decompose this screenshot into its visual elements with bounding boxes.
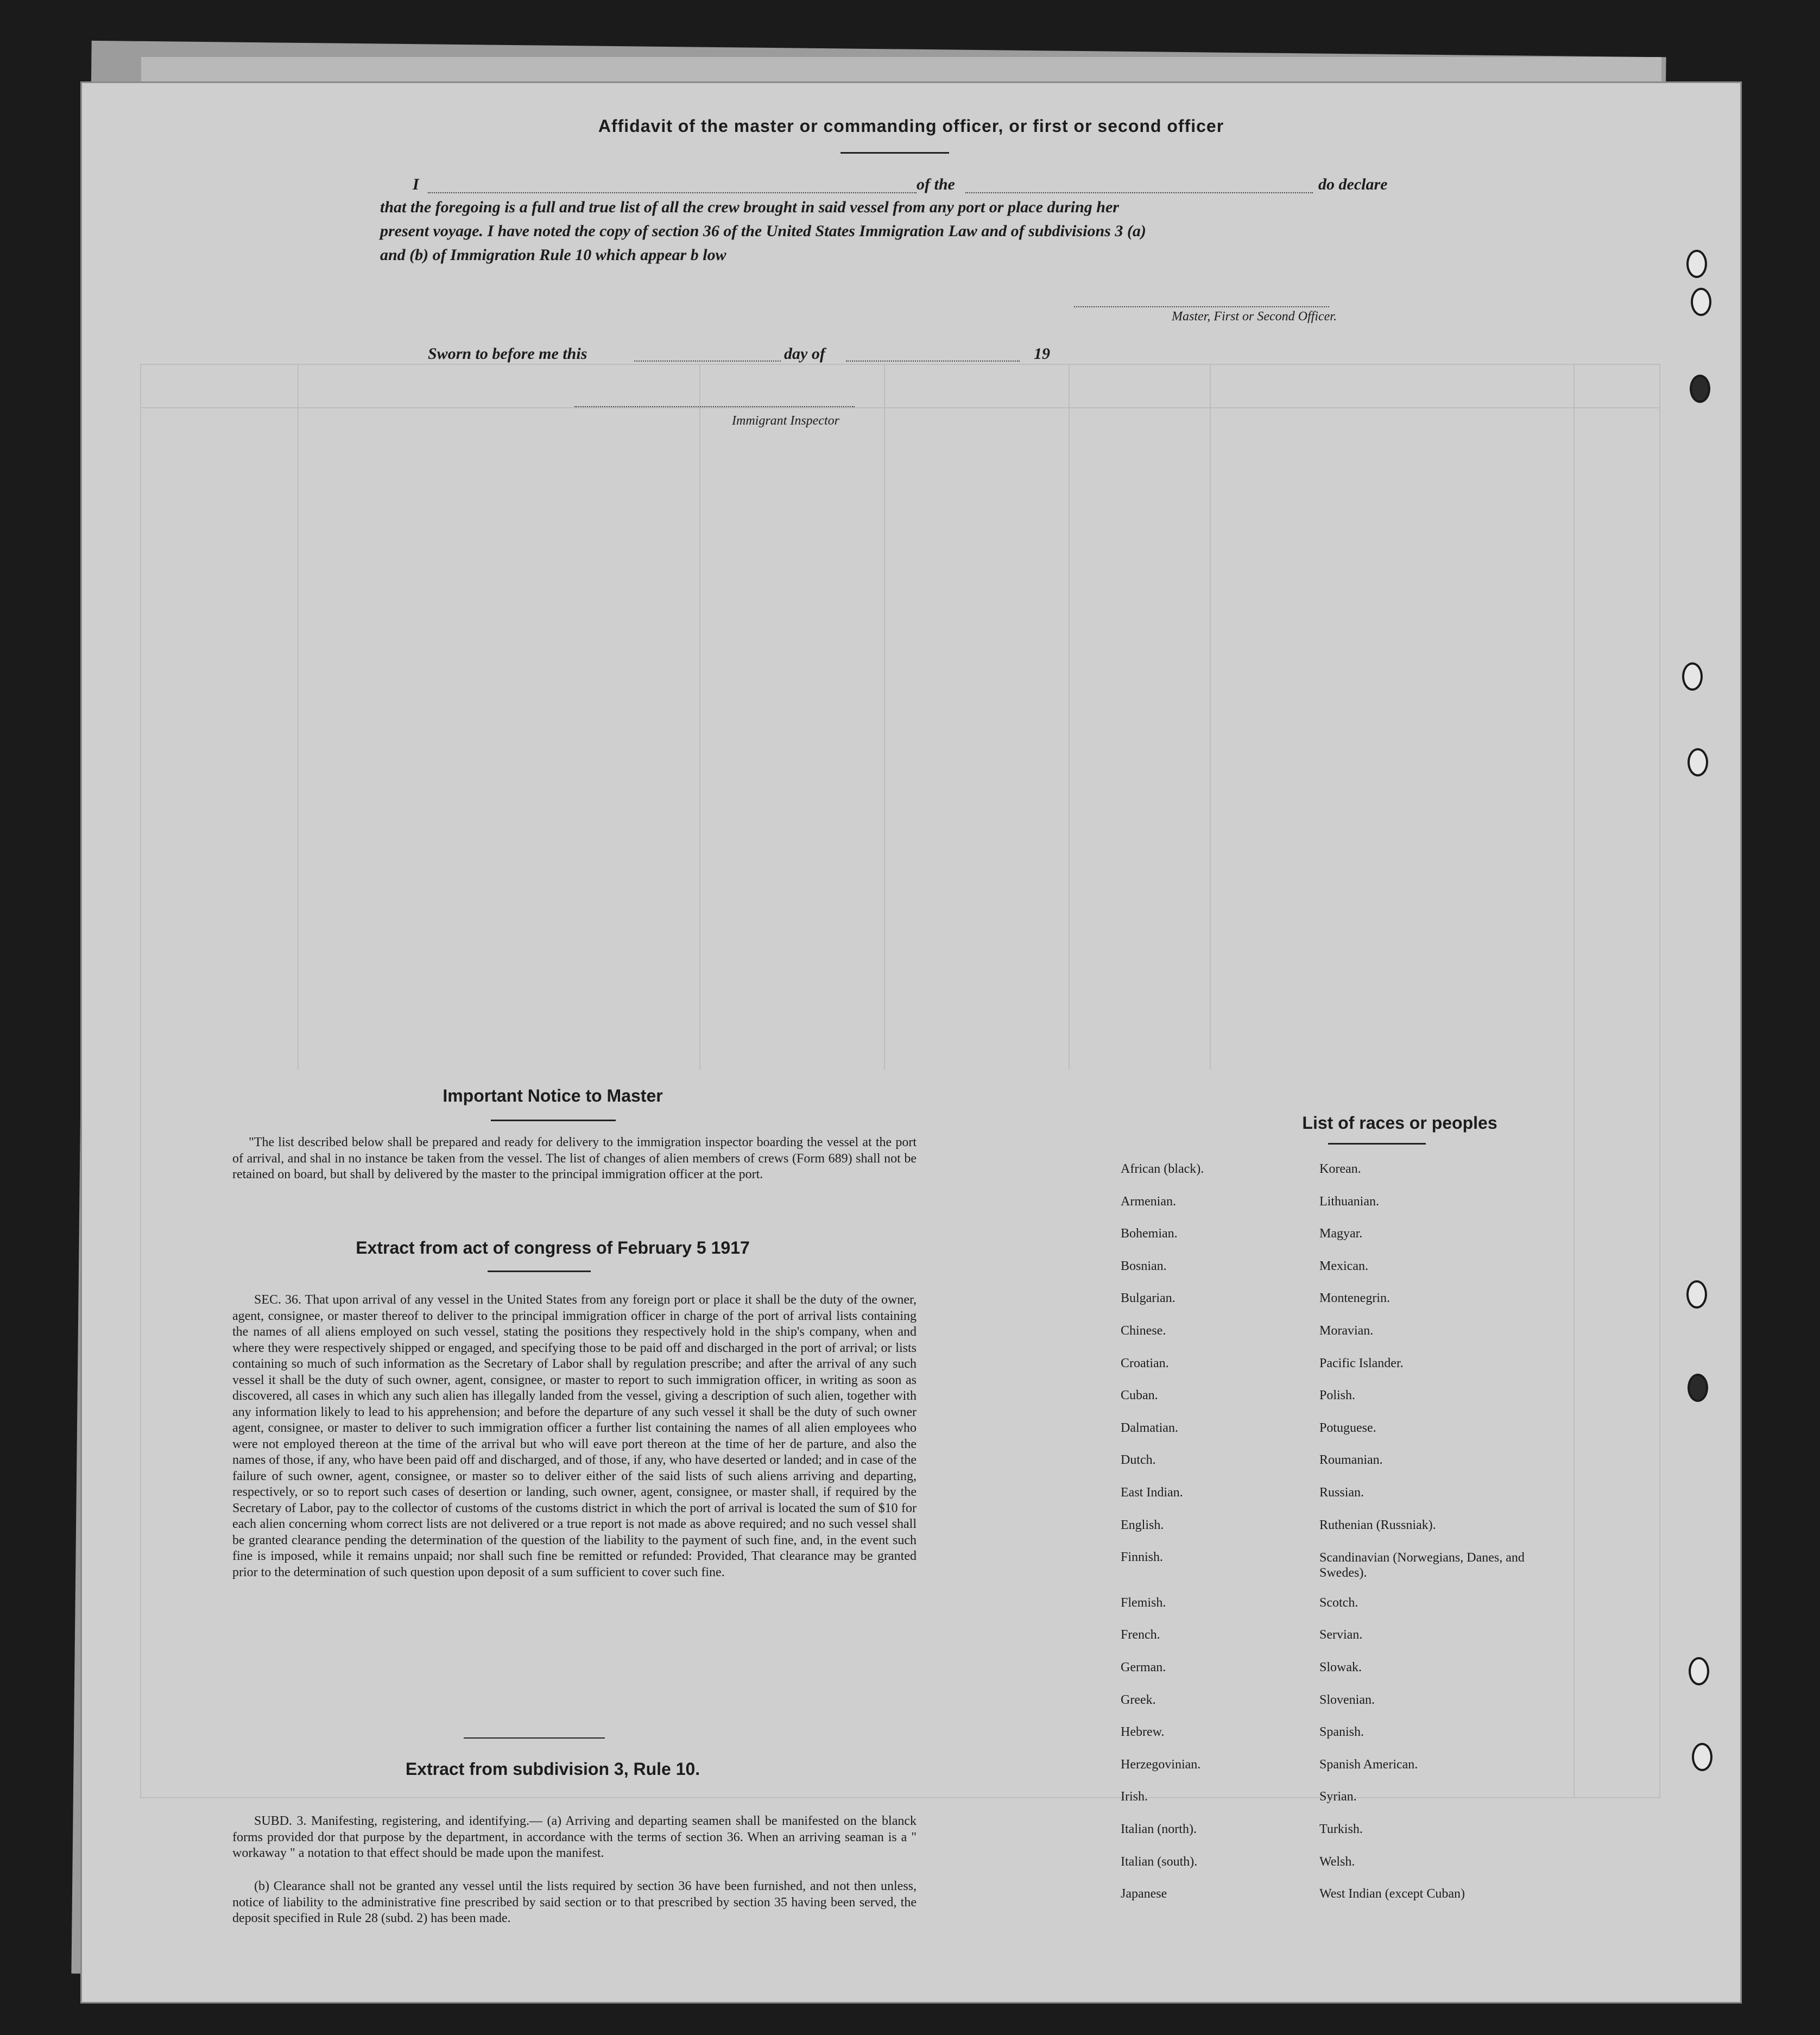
race-item: Pacific Islander. bbox=[1319, 1356, 1404, 1370]
race-item: Dutch. bbox=[1121, 1453, 1156, 1468]
master-signature-line bbox=[1074, 306, 1329, 307]
binder-hole bbox=[1688, 748, 1708, 776]
sworn-day-blank bbox=[634, 361, 781, 362]
race-item: Moravian. bbox=[1319, 1324, 1374, 1338]
race-item: Irish. bbox=[1121, 1790, 1148, 1804]
affidavit-line-2: present voyage. I have noted the copy of section 36 of the United States Immigration Law and of subdivisions 3 (a) bbox=[380, 222, 1146, 240]
ghost-rule bbox=[1069, 364, 1070, 1070]
race-item: Korean. bbox=[1319, 1162, 1361, 1176]
notice-text: "The list described below shall be prepared and ready for delivery to the immigration inspector boarding the vessel at the port of arrival, and shal in no instance be taken from the vessel. The list of changes of alien members of crews (Form 689) shall not be retained on board, but shall by delivered by the master to the principal immigration officer at the port. bbox=[232, 1135, 917, 1181]
race-item: Hebrew. bbox=[1121, 1725, 1165, 1740]
sworn-day-of: day of bbox=[784, 345, 825, 363]
sworn-prefix: Sworn to before me this bbox=[428, 345, 587, 363]
affidavit-do-declare: do declare bbox=[1318, 175, 1388, 193]
race-item: Spanish. bbox=[1319, 1725, 1364, 1740]
affidavit-title: Affidavit of the master or commanding officer, or first or second officer bbox=[598, 116, 1224, 136]
race-item: Spanish American. bbox=[1319, 1757, 1418, 1772]
race-item: Potuguese. bbox=[1319, 1420, 1376, 1435]
races-underline bbox=[1328, 1143, 1426, 1145]
race-item: Bosnian. bbox=[1121, 1259, 1167, 1273]
race-item: Lithuanian. bbox=[1319, 1194, 1379, 1209]
affidavit-of-the: of the bbox=[917, 175, 955, 193]
race-item: Japanese bbox=[1121, 1887, 1167, 1901]
race-item: Servian. bbox=[1319, 1628, 1363, 1642]
race-item: Flemish. bbox=[1121, 1595, 1166, 1610]
inspector-label: Immigrant Inspector bbox=[732, 414, 839, 428]
ghost-rule bbox=[1210, 364, 1211, 1070]
race-item: German. bbox=[1121, 1660, 1166, 1674]
binder-hole bbox=[1686, 1280, 1707, 1309]
race-item: East Indian. bbox=[1121, 1486, 1183, 1500]
race-item: Magyar. bbox=[1319, 1227, 1363, 1241]
affidavit-line-1: that the foregoing is a full and true list of all the crew brought in said vessel from any port or place during her bbox=[380, 198, 1119, 216]
title-underline bbox=[841, 152, 949, 154]
race-item: Ruthenian (Russniak). bbox=[1319, 1518, 1436, 1532]
binder-hole bbox=[1686, 250, 1707, 278]
vessel-blank bbox=[965, 192, 1313, 193]
inspector-signature-line bbox=[574, 406, 855, 407]
race-item: French. bbox=[1121, 1628, 1160, 1642]
affidavit-line-3: and (b) of Immigration Rule 10 which appear b low bbox=[380, 246, 726, 264]
race-item: Russian. bbox=[1319, 1486, 1364, 1500]
race-item: Bulgarian. bbox=[1121, 1291, 1176, 1306]
ghost-rule bbox=[699, 364, 700, 1070]
race-item: Slovenian. bbox=[1319, 1692, 1375, 1707]
sworn-month-blank bbox=[846, 361, 1020, 362]
race-item: West Indian (except Cuban) bbox=[1319, 1887, 1465, 1901]
race-item: Scandinavian (Norwegians, Danes, and Swedes). bbox=[1319, 1551, 1525, 1581]
binder-hole bbox=[1688, 1374, 1708, 1402]
rule-text-b: (b) Clearance shall not be granted any vessel until the lists required by section 36 have been furnished, and not then unless, notice of liability to the administrative fine prescribed by said section or to that prescribed by section 35 having been served, the deposit specified in Rule 28 (subd. 2) has been made. bbox=[232, 1879, 917, 1925]
rule-title: Extract from subdivision 3, Rule 10. bbox=[405, 1759, 700, 1779]
race-item: Italian (north). bbox=[1121, 1822, 1197, 1836]
binder-hole bbox=[1689, 1657, 1709, 1685]
notice-underline bbox=[491, 1120, 616, 1121]
binder-hole bbox=[1691, 288, 1711, 316]
affidavit-i: I bbox=[413, 175, 419, 193]
race-item: Welsh. bbox=[1319, 1854, 1355, 1869]
act-title: Extract from act of congress of February 5 1917 bbox=[356, 1238, 750, 1257]
section-divider bbox=[464, 1737, 605, 1739]
race-item: Turkish. bbox=[1319, 1822, 1363, 1836]
race-item: Bohemian. bbox=[1121, 1227, 1178, 1241]
notice-title: Important Notice to Master bbox=[443, 1086, 663, 1105]
ghost-rule bbox=[140, 364, 1660, 365]
race-item: Mexican. bbox=[1319, 1259, 1368, 1273]
ghost-rule bbox=[884, 364, 885, 1070]
race-item: English. bbox=[1121, 1518, 1164, 1532]
race-item: Roumanian. bbox=[1319, 1453, 1383, 1468]
master-label: Master, First or Second Officer. bbox=[1172, 309, 1337, 324]
race-item: Scotch. bbox=[1319, 1595, 1358, 1610]
races-title: List of races or peoples bbox=[1302, 1113, 1497, 1133]
ghost-rule bbox=[140, 407, 1660, 408]
race-item: Chinese. bbox=[1121, 1324, 1166, 1338]
race-item: Greek. bbox=[1121, 1692, 1156, 1707]
race-item: Syrian. bbox=[1319, 1790, 1357, 1804]
race-item: African (black). bbox=[1121, 1162, 1204, 1176]
act-underline bbox=[488, 1271, 591, 1272]
race-item: Italian (south). bbox=[1121, 1854, 1198, 1869]
binder-hole bbox=[1692, 1743, 1712, 1771]
name-blank bbox=[428, 192, 917, 193]
race-item: Cuban. bbox=[1121, 1388, 1158, 1403]
act-text: SEC. 36. That upon arrival of any vessel in the United States from any foreign port or place it shall be the duty of the owner, agent, consignee, or master thereof to deliver to the principal immigration officer in charge of the port of arrival lists containing the names of all aliens employed on such vessel, stating the positions they respectively hold in the ship's company, when and where they were respectively shipped or engaged, and specifying those to be paid off and discharged in the port of arrival; or lists containing so much of such information as the Secretary of Labor shall by regulation prescribe; and after the arrival of any such vessel it shall be the duty of such owner, agent, consignee, or master to report to such immigration officer, in writing as soon as discovered, all cases in which any such alien has illegally landed from the vessel, giving a description of such alien, together with any information likely to lead to his apprehension; and before the departure of any such vessel it shall be the duty of such owner agent, consignee, or master to deliver to such immigration officer a further list containing the names of all alien employees who were not employed thereon at the time of the arrival but who will eave port thereon at the time of her de parture, and also the names of those, if any, who have been paid off and discharged, and of those, if any, who have deserted or landed; and in case of the failure of such owner, agent, consignee, or master so to deliver either of the said lists of such aliens arriving and departing, respectively, or so to report such cases of desertion or landing, such owner, agent, consignee, or master shall, if required by the Secretary of Labor, pay to the collector of customs of the customs district in which the port of arrival is located the sum of $10 for each alien concerning whom correct lists are not delivered or a true report is not made as above required; and no such vessel shall be granted clearance pending the determination of the question of the liability to the payment of such fine, and, in the event such fine is imposed, while it remains unpaid; nor shall such fine be remitted or refunded: Provided, That clearance may be granted prior to the determination of such question upon deposit of a sum sufficient to cover such fine. bbox=[232, 1293, 917, 1579]
document-page bbox=[80, 81, 1742, 2004]
race-item: Finnish. bbox=[1121, 1550, 1164, 1565]
rule-text-a: SUBD. 3. Manifesting, registering, and identifying.— (a) Arriving and departing seamen shall be manifested on the blanck forms provided dor that purpose by the department, in accordance with the terms of section 36. When an arriving seaman is a " workaway " a notation to that effect should be made upon the manifest. bbox=[232, 1814, 917, 1860]
binder-hole bbox=[1690, 375, 1710, 403]
race-item: Slowak. bbox=[1319, 1660, 1362, 1674]
ghost-rule bbox=[298, 364, 299, 1070]
race-item: Montenegrin. bbox=[1319, 1291, 1390, 1306]
race-item: Armenian. bbox=[1121, 1194, 1176, 1209]
ghost-rule bbox=[1573, 364, 1575, 1797]
race-item: Croatian. bbox=[1121, 1356, 1169, 1370]
race-item: Herzegovinian. bbox=[1121, 1757, 1201, 1772]
race-item: Polish. bbox=[1319, 1388, 1356, 1403]
ghost-rule bbox=[140, 364, 141, 1797]
binder-hole bbox=[1682, 662, 1703, 691]
ghost-rule bbox=[1659, 364, 1660, 1797]
sworn-year: 19 bbox=[1034, 345, 1050, 363]
race-item: Dalmatian. bbox=[1121, 1420, 1178, 1435]
